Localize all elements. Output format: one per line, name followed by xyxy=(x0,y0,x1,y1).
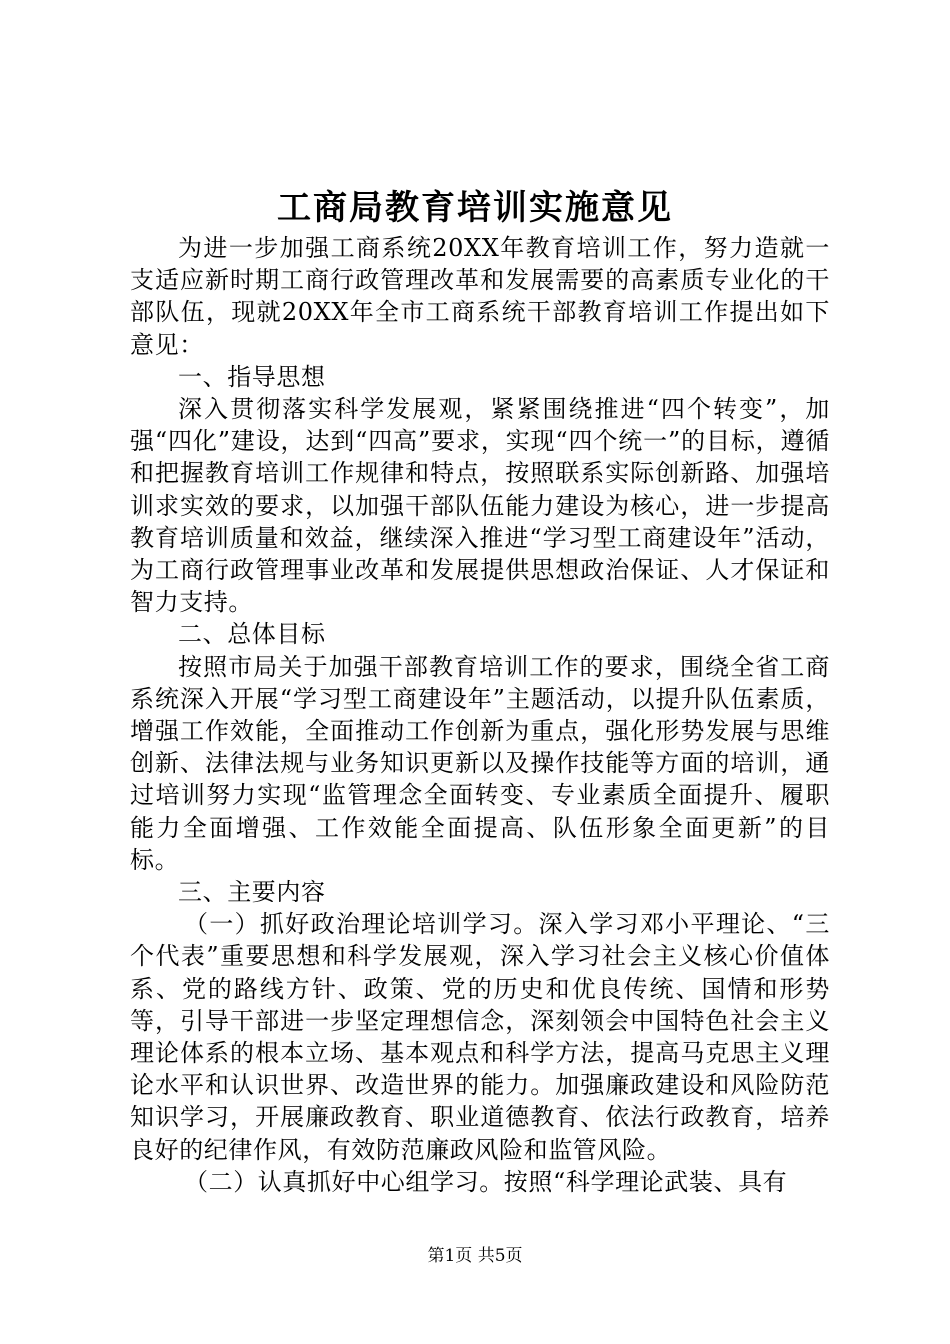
section-paragraph-1: 深入贯彻落实科学发展观，紧紧围绕推进“四个转变”，加强“四化”建设，达到“四高”要求，实现“四个统一”的目标，遵循和把握教育培训工作规律和特点，按照联系实际创新路、加强培训求实效的要求，以加强干部队伍能力建设为核心，进一步提高教育培训质量和效益，继续深入推进“学习型工商建设年”活动，为工商行政管理事业改革和发展提供思想政治保证、人才保证和智力支持。 xyxy=(130,395,830,617)
section-paragraph-2: 按照市局关于加强干部教育培训工作的要求，围绕全省工商系统深入开展“学习型工商建设年”主题活动，以提升队伍素质，增强工作效能，全面推动工作创新为重点，强化形势发展与思维创新、法律法规与业务知识更新以及操作技能等方面的培训，通过培训努力实现“监管理念全面转变、专业素质全面提升、履职能力全面增强、工作效能全面提高、队伍形象全面更新”的目标。 xyxy=(130,652,830,874)
intro-paragraph: 为进一步加强工商系统20XX年教育培训工作，努力造就一支适应新时期工商行政管理改革和发展需要的高素质专业化的干部队伍，现就20XX年全市工商系统干部教育培训工作提出如下意见： xyxy=(130,234,830,359)
page-number-footer: 第1页 共5页 xyxy=(427,1246,523,1266)
document-body xyxy=(130,232,830,1198)
subsection-paragraph-2: （二）认真抓好中心组学习。按照“科学理论武装、具有 xyxy=(184,1167,788,1196)
section-heading-2: 二、总体目标 xyxy=(178,620,326,649)
section-heading-3: 三、主要内容 xyxy=(178,878,326,907)
section-heading-1: 一、指导思想 xyxy=(178,362,326,391)
document-title: 工商局教育培训实施意见 xyxy=(277,188,673,228)
subsection-paragraph-1: （一）抓好政治理论培训学习。深入学习邓小平理论、“三个代表”重要思想和科学发展观，深入学习社会主义核心价值体系、党的路线方针、政策、党的历史和优良传统、国情和形势等，引导干部进一步坚定理想信念，深刻领会中国特色社会主义理论体系的根本立场、基本观点和科学方法，提高马克思主义理论水平和认识世界、改造世界的能力。加强廉政建设和风险防范知识学习，开展廉政教育、职业道德教育、依法行政教育，培养良好的纪律作风，有效防范廉政风险和监管风险。 xyxy=(130,910,830,1164)
